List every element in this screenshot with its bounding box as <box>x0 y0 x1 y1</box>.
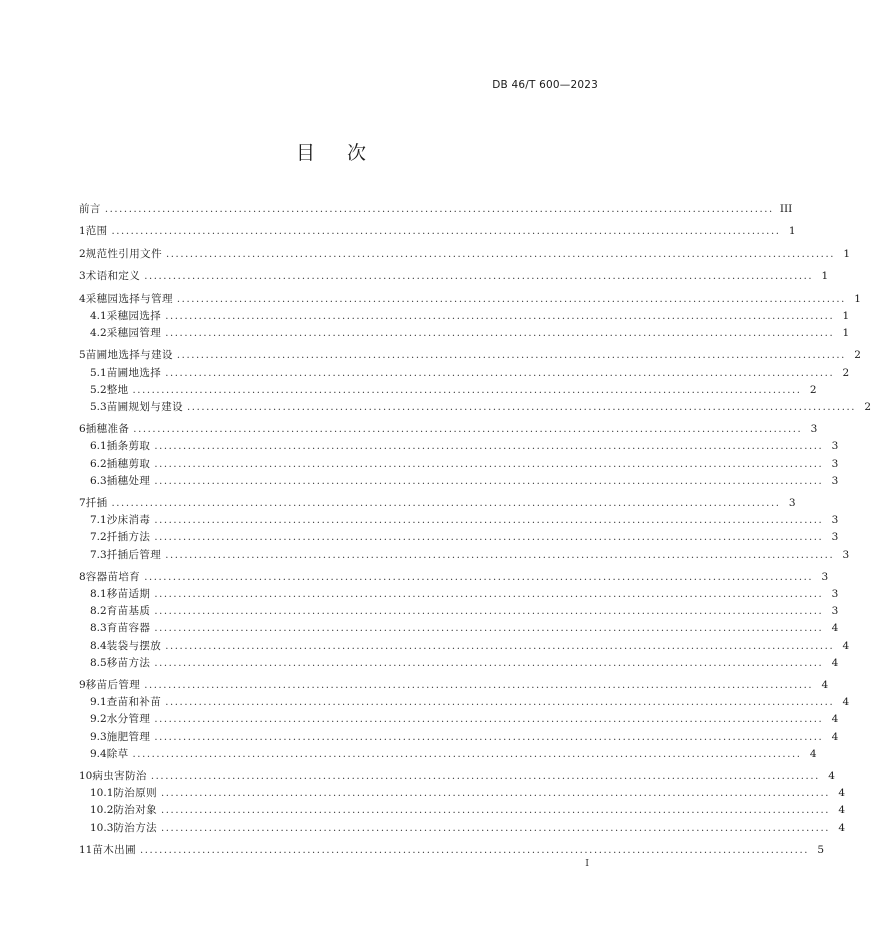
toc-entry[interactable] <box>79 201 793 218</box>
toc-entry-label: 容器苗培育 <box>85 571 141 584</box>
toc-entry[interactable] <box>79 291 861 308</box>
toc-entry-label: 施肥管理 <box>106 730 151 743</box>
toc-entry-page: 1 <box>842 327 850 340</box>
toc-entry-page: 4 <box>809 747 817 760</box>
toc-leader-dots: ............................................................................................................................................ <box>154 731 824 743</box>
toc-entry-page: 4 <box>842 696 850 709</box>
toc-entry-number: 2 <box>79 247 86 260</box>
toc-entry-page: 3 <box>831 457 839 470</box>
toc-entry[interactable] <box>79 802 846 819</box>
toc-entry-number: 10.1 <box>90 787 114 800</box>
toc-entry[interactable] <box>79 711 839 728</box>
toc-entry-number: 11 <box>79 844 93 857</box>
toc-leader-dots: ............................................................................................................................................ <box>165 640 835 652</box>
toc-leader-dots: ............................................................................................................................................ <box>154 657 824 669</box>
toc-entry[interactable] <box>79 694 850 711</box>
toc-leader-dots: ............................................................................................................................................ <box>154 441 824 453</box>
toc-entry-page: 3 <box>831 440 839 453</box>
toc-entry-label: 插条剪取 <box>106 440 151 453</box>
toc-entry-number: 10 <box>79 770 93 783</box>
toc-entry-page: 4 <box>831 622 839 635</box>
toc-entry[interactable] <box>79 842 825 859</box>
toc-entry[interactable] <box>79 603 839 620</box>
toc-leader-dots: ............................................................................................................................................ <box>161 788 831 800</box>
toc-entry-number: 1 <box>79 225 86 238</box>
toc-leader-dots: ............................................................................................................................................ <box>111 226 781 238</box>
toc-entry-label: 育苗容器 <box>106 622 151 635</box>
toc-entry-number: 6 <box>79 423 86 436</box>
toc-entry-label: 水分管理 <box>106 713 151 726</box>
toc-leader-dots: ............................................................................................................................................ <box>144 271 814 283</box>
toc-entry[interactable] <box>79 347 861 364</box>
toc-leader-dots: ............................................................................................................................................ <box>104 204 774 215</box>
toc-entry-page: III <box>779 203 793 215</box>
toc-entry-label: 采穗园管理 <box>106 327 162 340</box>
toc-entry-page: 1 <box>854 292 861 305</box>
toc-entry-label: 育苗基质 <box>106 605 151 618</box>
toc-entry-page: 1 <box>843 247 851 260</box>
toc-entry[interactable] <box>79 223 796 240</box>
toc-entry-page: 2 <box>864 400 871 413</box>
toc-entry-label: 防治对象 <box>113 804 157 817</box>
toc-entry-label: 插穗准备 <box>85 423 130 436</box>
toc-entry-number: 7.3 <box>90 548 107 561</box>
toc-entry-page: 3 <box>821 571 829 584</box>
toc-entry-label: 扦插后管理 <box>106 548 162 561</box>
toc-leader-dots: ............................................................................................................................................ <box>161 805 831 817</box>
toc-leader-dots: ............................................................................................................................................ <box>144 680 814 692</box>
toc-entry-page: 4 <box>838 821 846 834</box>
page-number: I <box>585 858 589 869</box>
toc-entry-label: 除草 <box>106 747 129 760</box>
toc-entry[interactable] <box>79 399 871 416</box>
toc-entry-label: 规范性引用文件 <box>85 247 162 260</box>
toc-entry-number: 5.1 <box>90 366 107 379</box>
toc-entry[interactable] <box>79 547 850 564</box>
toc-entry-label: 前言 <box>79 203 101 215</box>
toc-entry-number: 4.1 <box>90 309 107 322</box>
toc-entry-label: 扦插方法 <box>106 531 151 544</box>
toc-leader-dots: ............................................................................................................................................ <box>154 458 824 470</box>
toc-leader-dots: ............................................................................................................................................ <box>166 248 836 260</box>
toc-leader-dots: ............................................................................................................................................ <box>132 748 802 760</box>
toc-entry-label: 苗圃地选择 <box>106 366 162 379</box>
toc-entry[interactable] <box>79 620 839 637</box>
toc-leader-dots: ............................................................................................................................................ <box>154 532 824 544</box>
toc-leader-dots: ............................................................................................................................................ <box>161 822 831 834</box>
toc-entry-label: 整地 <box>106 383 129 396</box>
toc-entry[interactable] <box>79 365 850 382</box>
toc-entry-page: 4 <box>831 656 839 669</box>
toc-entry-label: 防治方法 <box>113 821 157 834</box>
toc-entry-label: 移苗适期 <box>106 588 151 601</box>
toc-entry-page: 4 <box>831 713 839 726</box>
toc-entry-page: 5 <box>817 844 825 857</box>
toc-leader-dots: ............................................................................................................................................ <box>111 498 781 510</box>
toc-leader-dots: ............................................................................................................................................ <box>176 350 846 362</box>
toc-entry[interactable] <box>79 586 839 603</box>
toc-entry-page: 3 <box>810 423 818 436</box>
toc-entry[interactable] <box>79 655 839 672</box>
toc-entry-label: 防治原则 <box>113 787 157 800</box>
toc-entry-label: 范围 <box>85 225 108 238</box>
toc-leader-dots: ............................................................................................................................................ <box>165 310 835 322</box>
toc-entry[interactable] <box>79 495 796 512</box>
toc-entry-page: 4 <box>838 787 846 800</box>
toc-entry-label: 查苗和补苗 <box>106 696 162 709</box>
toc-leader-dots: ............................................................................................................................................ <box>154 623 824 635</box>
table-of-contents <box>79 201 871 859</box>
toc-entry[interactable] <box>79 382 817 399</box>
toc-entry-number: 10.3 <box>90 821 114 834</box>
toc-leader-dots: ............................................................................................................................................ <box>154 475 824 487</box>
toc-entry-label: 采穗园选择 <box>106 309 162 322</box>
toc-entry[interactable] <box>79 246 851 263</box>
toc-entry-page: 3 <box>831 474 839 487</box>
toc-entry-label: 装袋与摆放 <box>106 639 162 652</box>
toc-entry-number: 9 <box>79 679 86 692</box>
toc-entry-page: 4 <box>842 639 850 652</box>
toc-entry-page: 3 <box>788 497 796 510</box>
toc-entry-label: 采穗园选择与管理 <box>85 292 173 305</box>
toc-entry-page: 3 <box>831 514 839 527</box>
toc-entry-page: 1 <box>788 225 796 238</box>
toc-leader-dots: ............................................................................................................................................ <box>144 572 814 584</box>
toc-entry-number: 8.1 <box>90 588 107 601</box>
toc-leader-dots: ............................................................................................................................................ <box>176 293 846 305</box>
toc-entry-page: 2 <box>809 383 817 396</box>
toc-entry-number: 8.4 <box>90 639 107 652</box>
toc-leader-dots: ............................................................................................................................................ <box>139 845 810 857</box>
toc-entry-page: 4 <box>838 804 846 817</box>
toc-entry-label: 苗圃地选择与建设 <box>85 349 173 362</box>
toc-entry-label: 苗木出圃 <box>92 844 136 857</box>
toc-entry[interactable] <box>79 325 850 342</box>
toc-entry-page: 2 <box>854 349 861 362</box>
toc-entry-label: 病虫害防治 <box>92 770 147 783</box>
toc-entry-number: 8 <box>79 571 86 584</box>
toc-entry-page: 2 <box>842 366 850 379</box>
toc-entry-page: 4 <box>821 679 829 692</box>
toc-entry-number: 8.2 <box>90 605 107 618</box>
toc-entry-number: 7.2 <box>90 531 107 544</box>
toc-entry-number: 8.5 <box>90 656 107 669</box>
toc-entry-number: 6.1 <box>90 440 107 453</box>
toc-leader-dots: ............................................................................................................................................ <box>133 424 803 436</box>
toc-leader-dots: ............................................................................................................................................ <box>165 549 835 561</box>
toc-entry-page: 3 <box>831 531 839 544</box>
toc-entry-number: 10.2 <box>90 804 114 817</box>
toc-entry-label: 插穗处理 <box>106 474 151 487</box>
toc-entry-page: 3 <box>831 588 839 601</box>
toc-entry-number: 5.2 <box>90 383 107 396</box>
toc-leader-dots: ............................................................................................................................................ <box>154 515 824 527</box>
toc-entry-label: 插穗剪取 <box>106 457 151 470</box>
toc-entry-number: 9.1 <box>90 696 107 709</box>
toc-leader-dots: ............................................................................................................................................ <box>165 328 835 340</box>
toc-leader-dots: ............................................................................................................................................ <box>165 367 835 379</box>
toc-entry-label: 移苗方法 <box>106 656 151 669</box>
toc-entry-number: 5.3 <box>90 400 107 413</box>
toc-entry[interactable] <box>79 729 839 746</box>
toc-entry[interactable] <box>79 268 829 285</box>
toc-leader-dots: ............................................................................................................................................ <box>187 401 857 413</box>
toc-entry-number: 3 <box>79 270 86 283</box>
toc-entry[interactable] <box>79 746 817 763</box>
toc-entry-number: 6.3 <box>90 474 107 487</box>
page-title: 目次 <box>295 142 398 164</box>
toc-entry[interactable] <box>79 438 839 455</box>
toc-entry[interactable] <box>79 308 850 325</box>
toc-entry[interactable] <box>79 638 850 655</box>
toc-entry-number: 7.1 <box>90 514 107 527</box>
toc-entry[interactable] <box>79 421 818 438</box>
toc-leader-dots: ............................................................................................................................................ <box>132 384 802 396</box>
toc-entry-page: 4 <box>831 730 839 743</box>
toc-entry-page: 4 <box>828 770 835 783</box>
toc-entry-page: 3 <box>842 548 850 561</box>
toc-entry-number: 9.4 <box>90 747 107 760</box>
toc-entry-number: 9.2 <box>90 713 107 726</box>
toc-entry[interactable] <box>79 569 829 586</box>
toc-entry[interactable] <box>79 473 839 490</box>
toc-entry[interactable] <box>79 820 846 837</box>
toc-entry[interactable] <box>79 512 839 529</box>
toc-leader-dots: ............................................................................................................................................ <box>154 714 824 726</box>
toc-entry-page: 1 <box>842 309 850 322</box>
toc-entry-label: 移苗后管理 <box>85 679 141 692</box>
toc-entry-number: 4 <box>79 292 86 305</box>
toc-leader-dots: ............................................................................................................................................ <box>154 589 824 601</box>
toc-entry[interactable] <box>79 768 835 785</box>
toc-entry-number: 4.2 <box>90 327 107 340</box>
toc-entry-number: 8.3 <box>90 622 107 635</box>
toc-entry[interactable] <box>79 456 839 473</box>
toc-entry-label: 扦插 <box>85 497 108 510</box>
toc-leader-dots: ............................................................................................................................................ <box>150 771 820 783</box>
toc-entry[interactable] <box>79 785 846 802</box>
toc-entry-label: 苗圃规划与建设 <box>106 400 184 413</box>
toc-entry-label: 术语和定义 <box>85 270 141 283</box>
toc-entry-number: 6.2 <box>90 457 107 470</box>
toc-entry[interactable] <box>79 529 839 546</box>
toc-entry-page: 1 <box>821 270 829 283</box>
toc-entry-number: 5 <box>79 349 86 362</box>
toc-leader-dots: ............................................................................................................................................ <box>154 606 824 618</box>
toc-leader-dots: ............................................................................................................................................ <box>165 697 835 709</box>
toc-entry-page: 3 <box>831 605 839 618</box>
toc-entry[interactable] <box>79 677 829 694</box>
toc-entry-number: 9.3 <box>90 730 107 743</box>
document-id: DB 46/T 600—2023 <box>492 79 598 91</box>
toc-entry-label: 沙床消毒 <box>106 514 151 527</box>
toc-entry-number: 7 <box>79 497 86 510</box>
